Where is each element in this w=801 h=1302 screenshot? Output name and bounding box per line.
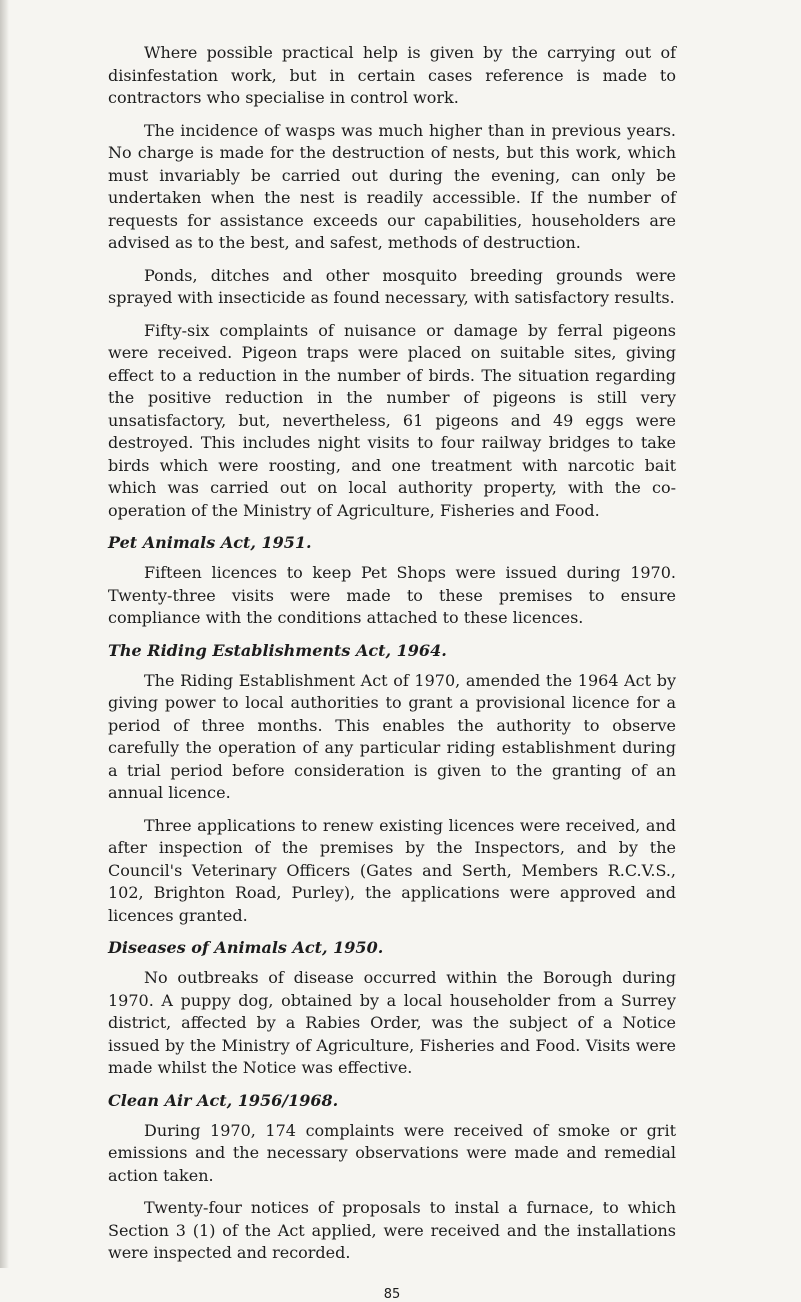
paragraph-pet-shops: Fifteen licences to keep Pet Shops were issued during 1970. Twenty-three visits were made to these premises to ensure compliance with the conditions attached to these licences. <box>108 563 676 627</box>
section-pet-animals <box>108 532 676 630</box>
heading-clean-air-act: Clean Air Act, 1956/1968. <box>108 1090 339 1110</box>
paragraph-wasps: The incidence of wasps was much higher than in previous years. No charge is made for the destruction of nests, but this work, which must invariably be carried out during the evening, can only be undertaken when the nest is readily accessible. If the number of requests for assistance exceeds our capabilities, householders are advised as to the best, and safest, methods of destruction. <box>108 120 676 252</box>
heading-diseases-of-animals-act: Diseases of Animals Act, 1950. <box>108 938 384 957</box>
paragraph-mosquito: Ponds, ditches and other mosquito breeding grounds were sprayed with insecticide as found necessary, with satisfactory results. <box>108 265 676 307</box>
heading-riding-establishments-act: The Riding Establishments Act, 1964. <box>108 640 447 660</box>
section-pest-control <box>108 42 676 522</box>
paragraph-licence-renewals: Three applications to renew existing licences were received, and after inspection of the premises by the Inspectors, and by the Council's Veterinary Officers (Gates and Serth, Members R.C.V.S., 102, Brighton Road, Purley), the applications were approved and licences granted. <box>108 815 676 925</box>
section-clean-air <box>108 1090 676 1265</box>
book-spine-shadow <box>0 0 9 1268</box>
page-number: 85 <box>383 1286 401 1302</box>
paragraph-pigeons: Fifty-six complaints of nuisance or damage by ferral pigeons were received. Pigeon traps were placed on suitable sites, giving effect to a reduction in the number of birds. The situation regarding the positive reduction in the number of pigeons is still very unsatisfactory, but, nevertheless, 61 pigeons and 49 eggs were destroyed. This includes night visits to four railway bridges to take birds which were roosting, and one treatment with narcotic bait which was carried out on local authority property, with the co-operation of the Ministry of Agriculture, Fisheries and Food. <box>108 320 676 520</box>
section-diseases-of-animals <box>108 937 676 1080</box>
paragraph-disinfestation: Where possible practical help is given by the carrying out of disinfestation work, but in certain cases reference is made to contractors who specialise in control work. <box>108 43 676 107</box>
paragraph-smoke-complaints: During 1970, 174 complaints were received of smoke or grit emissions and the necessary observations were made and remedial action taken. <box>108 1120 676 1185</box>
document-page <box>108 42 676 1302</box>
paragraph-furnace-notices: Twenty-four notices of proposals to instal a furnace, to which Section 3 (1) of the Act applied, were received and the installations were inspected and recorded. <box>108 1198 676 1262</box>
paragraph-rabies-notice: No outbreaks of disease occurred within the Borough during 1970. A puppy dog, obtained by a local householder from a Surrey district, affected by a Rabies Order, was the subject of a Notice issued by the Ministry of Agriculture, Fisheries and Food. Visits were made whilst the Notice was effective. <box>108 968 676 1077</box>
section-riding-establishments <box>108 640 676 928</box>
heading-pet-animals-act: Pet Animals Act, 1951. <box>108 533 312 552</box>
paragraph-provisional-licence: The Riding Establishment Act of 1970, amended the 1964 Act by giving power to local authorities to grant a provisional licence for a period of three months. This enables the authority to observe carefully the operation of any particular riding establishment during a trial period before consideration is given to the granting of an annual licence. <box>108 670 676 802</box>
